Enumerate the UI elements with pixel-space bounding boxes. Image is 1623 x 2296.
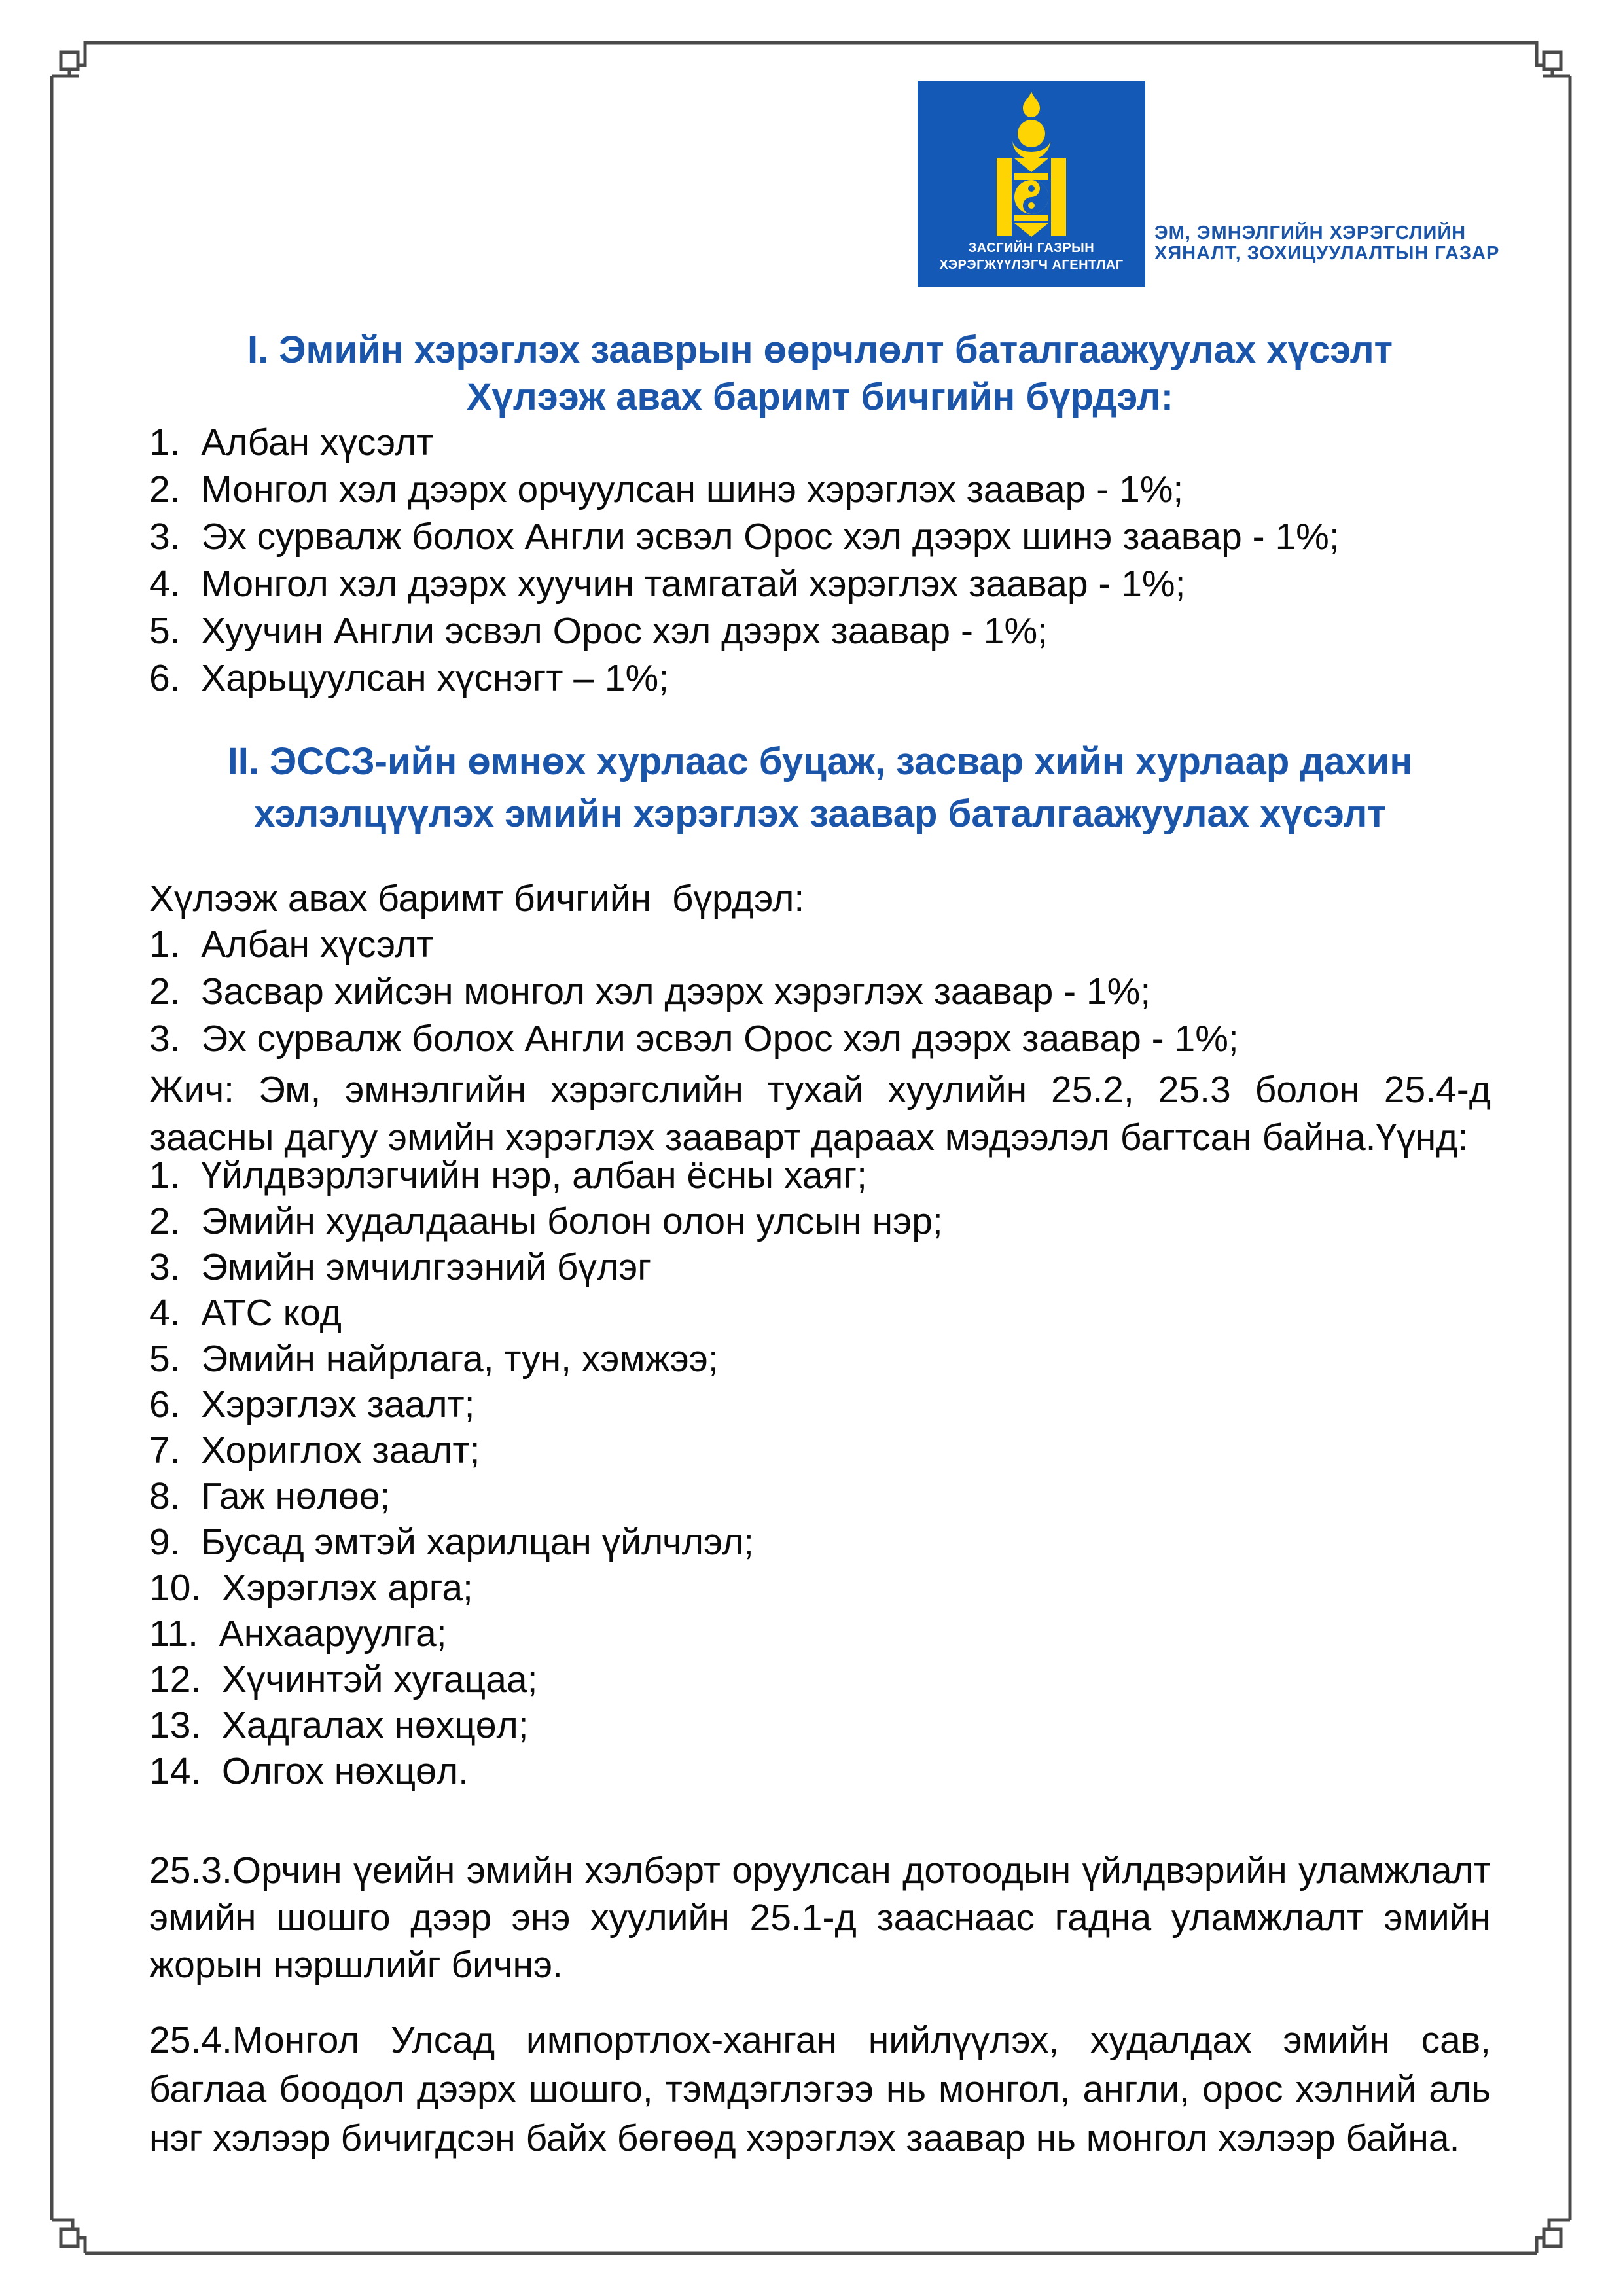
list-item: 10. Хэрэглэх арга; [149,1567,473,1609]
list-item: 2. Эмийн худалдааны болон олон улсын нэр; [149,1200,943,1242]
agency-name-line1: ЭМ, ЭМНЭЛГИЙН ХЭРЭГСЛИЙН [1154,223,1467,243]
section2-heading [149,736,1491,840]
agency-logo [918,81,1145,287]
section2-subtitle: Хүлээж авах баримт бичгийн бүрдэл: [149,878,805,920]
section2-list [149,921,1491,1062]
section2-note: Жич: Эм, эмнэлгийн хэрэгслийн тухай хуулийн 25.2, 25.3 болон 25.4-д заасны дагуу эмийн хэрэглэх зааварт дараах мэдээлэл багтсан байна.Үүнд: [149,1069,1491,1158]
section1-heading [149,327,1491,421]
list-item: 3. Эмийн эмчилгээний бүлэг [149,1246,652,1288]
list-item: 1. Үйлдвэрлэгчийн нэр, албан ёсны хаяг; [149,1155,867,1196]
list-item: 7. Хориглох заалт; [149,1429,480,1471]
list-item: 3. Эх сурвалж болох Англи эсвэл Орос хэл дээрх шинэ заавар - 1%; [149,516,1340,558]
section1-heading-line1: I. Эмийн хэрэглэх зааврын өөрчлөлт баталгаажуулах хүсэлт [247,329,1393,371]
logo-caption-line1: ЗАСГИЙН ГАЗРЫН [968,241,1095,255]
list-item: 1. Албан хүсэлт [149,422,434,463]
list-item: 12. Хүчинтэй хугацаа; [149,1659,538,1700]
section2-heading-line1: II. ЭССЗ-ийн өмнөх хурлаас буцаж, засвар хийн хурлаар дахин [227,740,1413,783]
section2-sublist [149,1153,1491,1794]
list-item: 2. Монгол хэл дээрх орчуулсан шинэ хэрэглэх заавар - 1%; [149,469,1184,511]
list-item: 3. Эх сурвалж болох Англи эсвэл Орос хэл дээрх заавар - 1%; [149,1018,1239,1060]
list-item: 8. Гаж нөлөө; [149,1475,391,1517]
paragraph-25-4: 25.4.Монгол Улсад импортлох-ханган нийлүүлэх, худалдах эмийн сав, баглаа боодол дээрх шошго, тэмдэглэгээ нь монгол, англи, орос хэлний аль нэг хэлээр бичигдсэн байх бөгөөд хэрэглэх заавар нь монгол хэлээр байна. [149,2019,1491,2159]
section1-heading-line2: Хүлээж авах баримт бичгийн бүрдэл: [466,376,1174,418]
logo-caption-line2: ХЭРЭГЖҮҮЛЭГЧ АГЕНТЛАГ [939,258,1124,272]
paragraph-25-3: 25.3.Орчин үеийн эмийн хэлбэрт оруулсан дотоодын үйлдвэрийн уламжлалт эмийн шошго дээр энэ хуулийн 25.1-д зааснаас гадна уламжлалт эмийн жорын нэршлийг бичнэ. [149,1850,1491,1986]
agency-name [1154,223,1499,264]
agency-name-line2: ХЯНАЛТ, ЗОХИЦУУЛАЛТЫН ГАЗАР [1154,243,1500,264]
section1-list [149,419,1491,702]
list-item: 14. Олгох нөхцөл. [149,1750,469,1792]
list-item: 4. Монгол хэл дээрх хуучин тамгатай хэрэглэх заавар - 1%; [149,563,1186,605]
list-item: 5. Эмийн найрлага, тун, хэмжээ; [149,1338,719,1380]
section2-heading-line2: хэлэлцүүлэх эмийн хэрэглэх заавар баталгаажуулах хүсэлт [254,793,1386,835]
list-item: 13. Хадгалах нөхцөл; [149,1704,529,1746]
list-item: 4. АТС код [149,1292,342,1334]
list-item: 5. Хуучин Англи эсвэл Орос хэл дээрх заавар - 1%; [149,610,1048,652]
list-item: 6. Харьцуулсан хүснэгт – 1%; [149,657,669,699]
list-item: 6. Хэрэглэх заалт; [149,1384,475,1426]
list-item: 9. Бусад эмтэй харилцан үйлчлэл; [149,1521,754,1563]
list-item: 2. Засвар хийсэн монгол хэл дээрх хэрэглэх заавар - 1%; [149,971,1151,1013]
list-item: 1. Албан хүсэлт [149,924,434,965]
logo-caption [918,240,1145,274]
list-item: 11. Анхааруулга; [149,1613,447,1655]
